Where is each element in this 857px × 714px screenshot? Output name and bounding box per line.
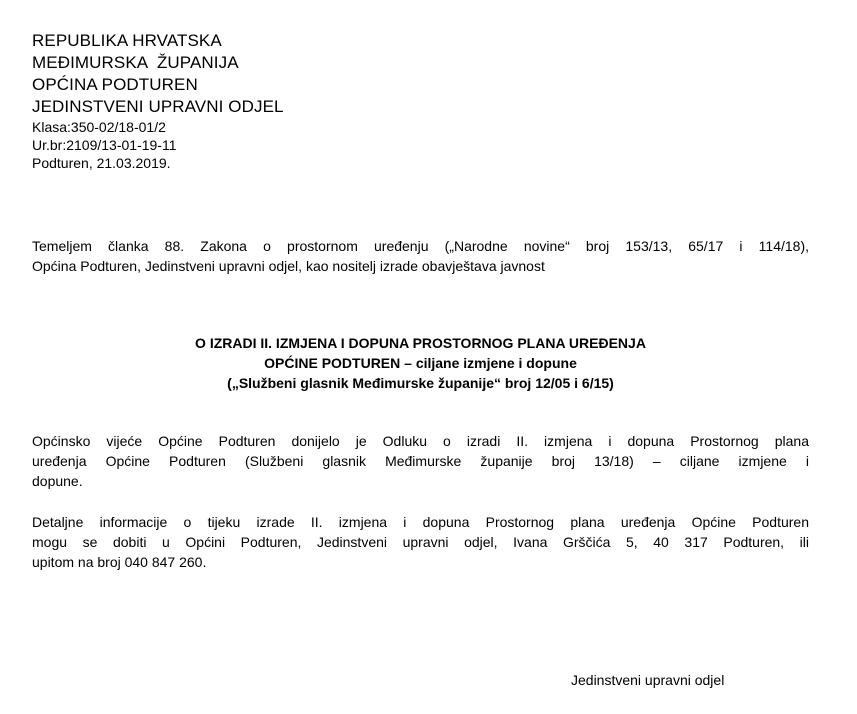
info-paragraph <box>32 512 809 572</box>
title-line-3: („Službeni glasnik Međimurske županije“ broj 12/05 i 6/15) <box>227 375 614 391</box>
decision-line-1: Općinsko vijeće Općine Podturen donijelo je Odluku o izradi II. izmjena i dopuna Prostornog plana <box>32 433 809 449</box>
header-county: MEĐIMURSKA ŽUPANIJA <box>32 53 239 72</box>
info-line-3: upitom na broj 040 847 260. <box>32 554 207 570</box>
header-department: JEDINSTVENI UPRAVNI ODJEL <box>32 97 284 116</box>
decision-paragraph <box>32 431 809 491</box>
title-line-1: O IZRADI II. IZMJENA I DOPUNA PROSTORNOG PLANA UREĐENJA <box>195 335 646 351</box>
header-municipality: OPĆINA PODTUREN <box>32 75 198 94</box>
header-urbr: Ur.br:2109/13-01-19-11 <box>32 137 177 153</box>
header-country: REPUBLIKA HRVATSKA <box>32 31 222 50</box>
intro-line-1: Temeljem članka 88. Zakona o prostornom uređenju („Narodne novine“ broj 153/13, 65/17 i 114/18), <box>32 238 809 254</box>
notice-title <box>32 333 809 393</box>
decision-line-3: dopune. <box>32 473 83 489</box>
header-place-date: Podturen, 21.03.2019. <box>32 155 171 171</box>
intro-line-2: Općina Podturen, Jedinstveni upravni odjel, kao nositelj izrade obavještava javnost <box>32 258 545 274</box>
header-klasa: Klasa:350-02/18-01/2 <box>32 119 166 135</box>
intro-paragraph <box>32 236 809 276</box>
info-line-2: mogu se dobiti u Općini Podturen, Jedinstveni upravni odjel, Ivana Grščića 5, 40 317 Podturen, ili <box>32 534 809 550</box>
info-line-1: Detaljne informacije o tijeku izrade II. izmjena i dopuna Prostornog plana uređenja Općine Podturen <box>32 514 809 530</box>
document-header <box>32 30 284 172</box>
title-line-2: OPĆINE PODTUREN – ciljane izmjene i dopune <box>264 355 577 371</box>
signature-line: Jedinstveni upravni odjel <box>571 672 725 688</box>
decision-line-2: uređenja Općine Podturen (Službeni glasnik Međimurske županije broj 13/18) – ciljane izmjene i <box>32 453 809 469</box>
